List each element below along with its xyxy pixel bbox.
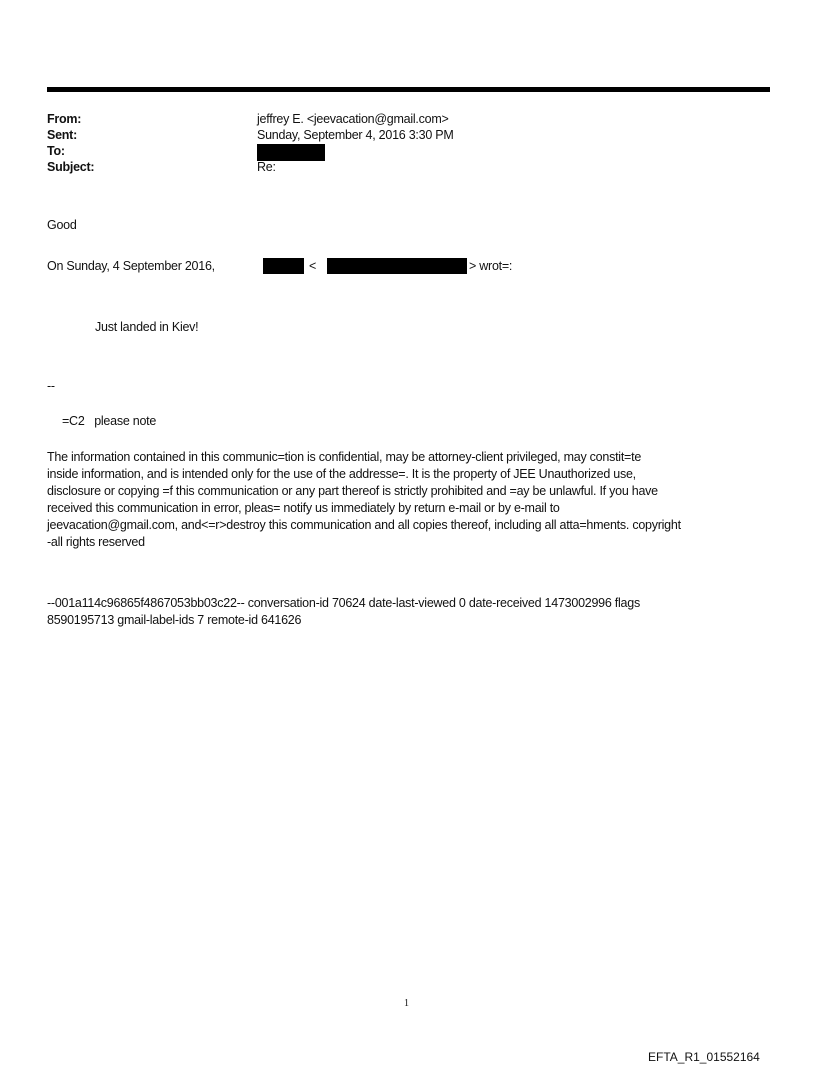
header-rule — [47, 87, 770, 92]
disclaimer-line: inside information, and is intended only for the use of the addresse=. It is the property of JEE Unauthorized use, — [47, 467, 636, 481]
to-redaction — [257, 144, 325, 161]
document-id: EFTA_R1_01552164 — [648, 1050, 760, 1064]
please-note: =C2 please note — [62, 414, 157, 428]
disclaimer-line: disclosure or copying =f this communication or any part thereof is strictly prohibited and =ay be unlawful. If you have — [47, 484, 658, 498]
disclaimer-line: -all rights reserved — [47, 535, 145, 549]
to-label: To: — [47, 144, 65, 158]
sent-value: Sunday, September 4, 2016 3:30 PM — [257, 128, 454, 142]
quote-header-suffix: > wrot=: — [469, 259, 513, 273]
disclaimer-line: jeevacation@gmail.com, and<=r>destroy this communication and all copies thereof, including all atta=hments. copyright — [47, 518, 681, 532]
quoted-text: Just landed in Kiev! — [95, 320, 199, 334]
from-value: jeffrey E. <jeevacation@gmail.com> — [257, 112, 449, 126]
signature-separator: -- — [47, 379, 55, 393]
sent-label: Sent: — [47, 128, 77, 142]
sender-name-redaction — [263, 258, 304, 274]
from-label: From: — [47, 112, 82, 126]
disclaimer-line: The information contained in this communic=tion is confidential, may be attorney-client privileged, may constit=te — [47, 450, 642, 464]
metadata-line: 8590195713 gmail-label-ids 7 remote-id 641626 — [47, 613, 302, 627]
sender-email-redaction — [327, 258, 467, 274]
subject-value: Re: — [257, 160, 276, 174]
metadata-line: --001a114c96865f4867053bb03c22-- conversation-id 70624 date-last-viewed 0 date-received 1473002996 flags — [47, 596, 640, 610]
quote-header-prefix: On Sunday, 4 September 2016, — [47, 259, 215, 273]
page-number: 1 — [404, 998, 409, 1009]
subject-label: Subject: — [47, 160, 95, 174]
disclaimer-line: received this communication in error, pleas= notify us immediately by return e-mail or by e-mail to — [47, 501, 560, 515]
quote-lt: < — [309, 259, 317, 273]
reply-text: Good — [47, 218, 77, 232]
